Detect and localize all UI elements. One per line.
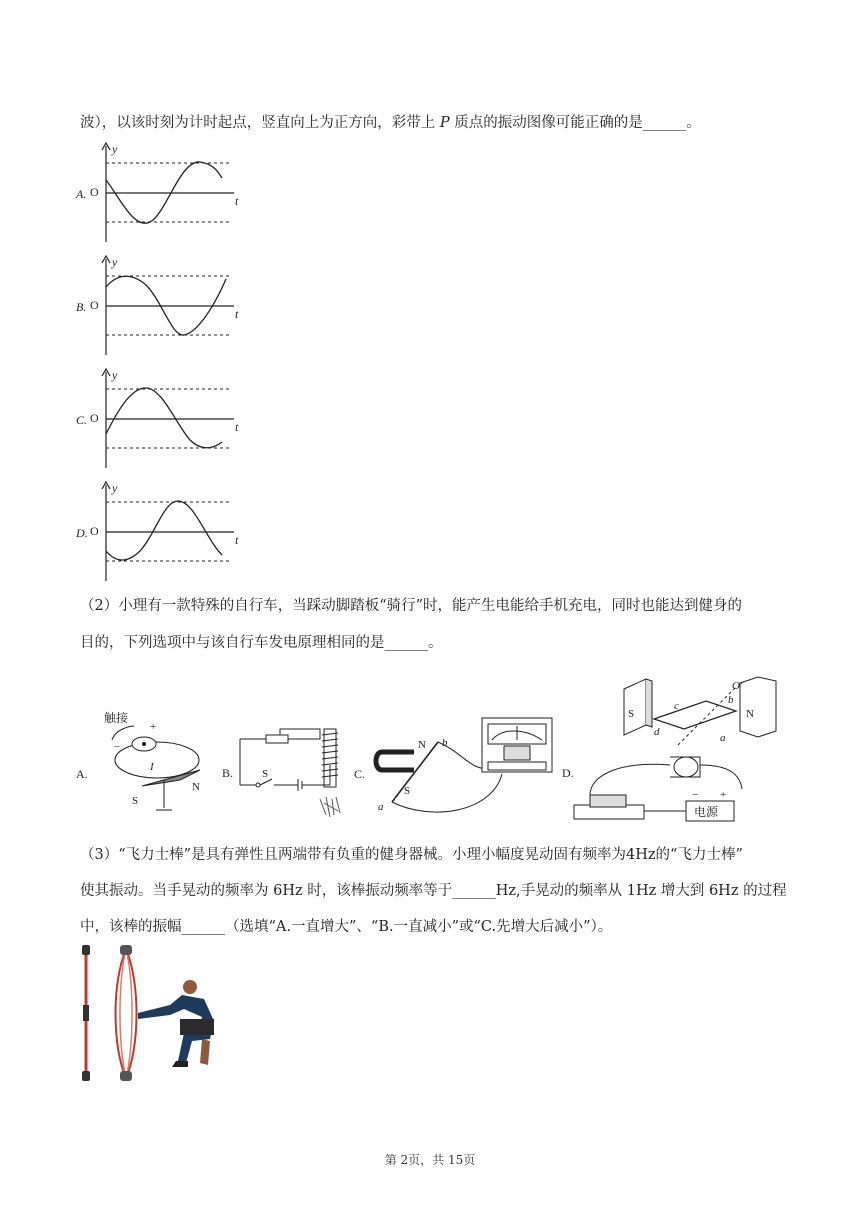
option-label-a: A. [76, 187, 87, 201]
q1-var-p: P [439, 115, 450, 131]
option-label-d: D. [76, 526, 88, 540]
figure-a-minus: − [114, 741, 121, 753]
flexi-bar-photo [72, 943, 222, 1089]
q3-line-3: 中，该棒的振幅______（选填“A.一直增大”、“B.一直减小”或“C.先增大后减小”）。 [80, 919, 613, 935]
figure-a-label: A. [76, 767, 88, 781]
q1-prompt [80, 113, 701, 133]
figure-b [220, 715, 360, 824]
figure-d-plus: + [720, 789, 727, 801]
q1-text-after: 质点的振动图像可能正确的是 [449, 115, 643, 131]
figure-c-s: S [404, 785, 411, 797]
wave-curve-c [106, 388, 222, 448]
figure-d-label: D. [562, 766, 574, 780]
q2-line-1: （2）小理有一款特殊的自行车，当踩动脚踏板“骑行”时，能产生电能给手机充电，同时也能达到健身的 [80, 598, 743, 614]
option-label-c: C. [76, 413, 88, 427]
figure-a-plus: + [150, 721, 157, 733]
figure-a [72, 700, 232, 822]
figure-d [560, 665, 790, 829]
axis-y-label: y [112, 255, 118, 269]
q2-line-2: 目的，下列选项中与该自行车发电原理相同的是______。 [80, 635, 443, 651]
figure-a-s: S [132, 795, 139, 807]
figure-a-n: N [192, 781, 200, 793]
option-label-b: B. [76, 300, 87, 314]
figure-d-a: a [720, 732, 726, 744]
axis-y-label: y [112, 368, 118, 382]
figure-d-d: d [654, 726, 660, 738]
q3-line-2: 使其振动。当手晃动的频率为 6Hz 时，该棒振动频率等于______Hz,手晃动的频率从 1Hz 增大到 6Hz 的过程 [80, 883, 787, 899]
q1-blank: ______ [642, 115, 687, 131]
figure-a-current: I [150, 761, 154, 773]
axis-y-label: y [112, 481, 118, 495]
figure-c-a: a [378, 801, 384, 813]
axis-y-label: y [112, 142, 118, 156]
option-graph-c [72, 366, 252, 478]
wave-curve-d [106, 501, 222, 560]
figure-c-b: b [442, 737, 448, 749]
origin-label: O [90, 524, 99, 538]
figure-a-touch-label: 触接 [104, 711, 129, 725]
figure-d-c: c [674, 700, 679, 712]
axis-t-label: t [235, 533, 239, 547]
option-graph-a [72, 140, 252, 252]
figure-c-n: N [418, 739, 426, 751]
figure-d-n: N [746, 708, 754, 720]
figure-d-b: b [728, 694, 734, 706]
option-graph-b [72, 253, 252, 365]
option-graph-d [72, 479, 252, 591]
figure-c [352, 712, 567, 824]
origin-label: O [90, 185, 99, 199]
axis-t-label: t [235, 420, 239, 434]
figure-b-s: S [262, 768, 269, 780]
q1-end: 。 [686, 115, 701, 131]
q1-text-before: 波），以该时刻为计时起点，竖直向上为正方向，彩带上 [80, 115, 440, 131]
figure-d-s: S [628, 708, 635, 720]
axis-t-label: t [235, 307, 239, 321]
figure-d-power: 电源 [694, 805, 719, 819]
figure-b-label: B. [222, 766, 234, 780]
q3-line-1: （3）“飞力士棒”是具有弹性且两端带有负重的健身器械。小理小幅度晃动固有频率为4Hz的“飞力士棒” [80, 847, 743, 863]
axis-t-label: t [235, 194, 239, 208]
origin-label: O [90, 298, 99, 312]
figure-d-o: O′ [732, 680, 743, 692]
origin-label: O [90, 411, 99, 425]
page-footer: 第 2页，共 15页 [384, 1153, 476, 1167]
figure-c-label: C. [354, 767, 366, 781]
figure-d-minus: − [692, 789, 699, 801]
